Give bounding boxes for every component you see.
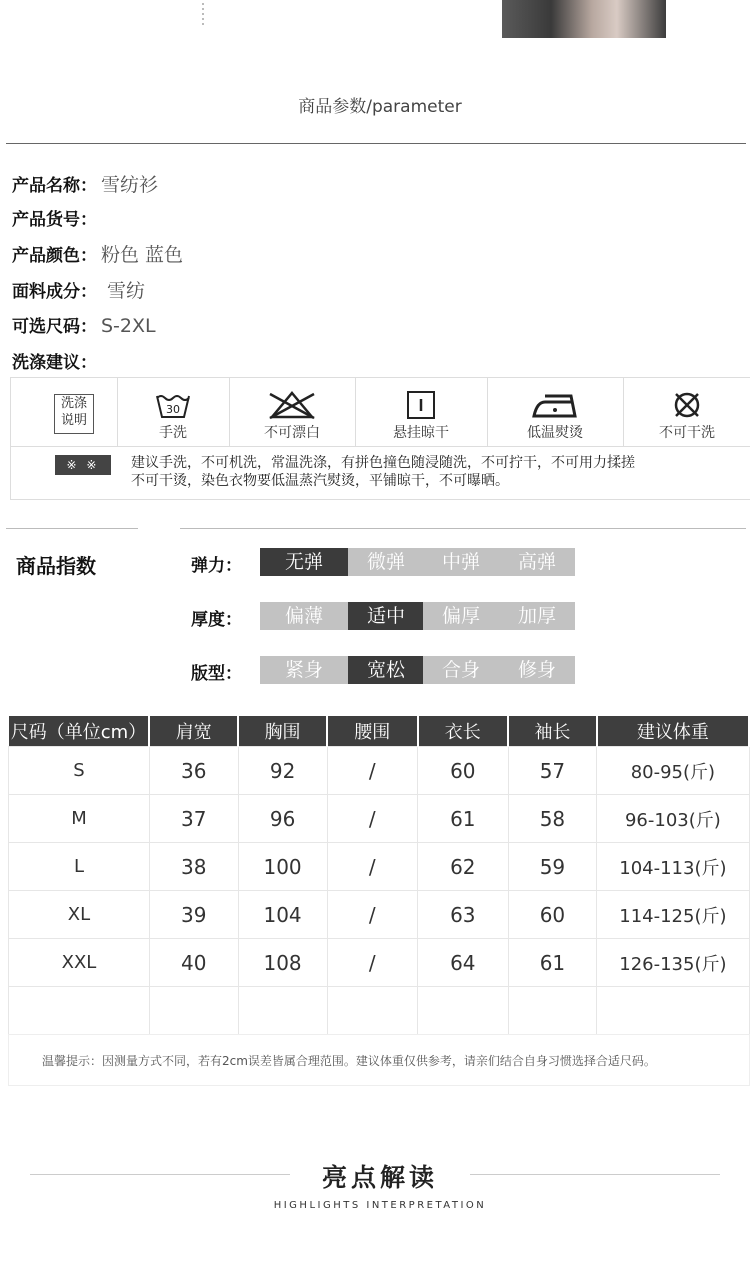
index-option: 合身 [423,656,499,684]
table-cell: 126-135(斤) [597,939,749,987]
index-label: 弹力： [191,556,242,576]
param-label: 洗涤建议： [12,353,97,373]
table-cell: 96 [238,795,327,843]
table-cell: 92 [238,747,327,795]
no-dry-clean-icon [671,390,703,424]
table-cell: / [327,795,417,843]
table-cell [149,987,238,1035]
param-row [12,205,101,230]
size-table-header: 衣长 [418,716,509,747]
param-row [12,276,145,303]
table-cell [327,987,417,1035]
size-table-header: 胸围 [238,716,327,747]
product-photo-fragment [502,0,666,38]
highlights-title: 亮点解读 [321,1163,438,1192]
index-label: 版型： [191,664,242,684]
table-cell: 59 [508,843,597,891]
param-value: 雪纺衫 [101,174,159,196]
table-cell: 60 [508,891,597,939]
table-cell [418,987,509,1035]
index-option: 紧身 [260,656,348,684]
table-cell: / [327,939,417,987]
size-table-header: 袖长 [508,716,597,747]
index-option: 偏厚 [423,602,499,630]
care-box [10,377,750,500]
table-cell: XXL [9,939,150,987]
care-label: 手洗 [159,425,187,441]
care-divider [11,446,750,447]
table-cell: 39 [149,891,238,939]
table-cell: S [9,747,150,795]
divider [6,143,746,144]
care-item [487,378,624,446]
param-label: 可选尺码： [12,317,97,337]
table-row [9,795,750,843]
low-iron-icon [531,390,579,424]
table-row [9,987,750,1035]
table-row [9,939,750,987]
care-label: 不可漂白 [264,425,320,441]
size-table-header: 建议体重 [597,716,749,747]
no-bleach-icon [266,390,318,424]
index-title: 商品指数 [16,554,96,578]
table-cell [508,987,597,1035]
table-cell: 108 [238,939,327,987]
param-value: 雪纺 [101,280,146,302]
table-cell: M [9,795,150,843]
table-cell: 61 [508,939,597,987]
table-cell: 57 [508,747,597,795]
index-option: 偏薄 [260,602,348,630]
table-cell: / [327,843,417,891]
table-cell [597,987,749,1035]
table-cell [238,987,327,1035]
table-cell: 36 [149,747,238,795]
highlights-subtitle: HIGHLIGHTS INTERPRETATION [273,1200,487,1211]
table-cell: L [9,843,150,891]
note-badge: ※ ※ [55,455,111,475]
care-note [131,454,635,490]
hang-dry-icon [406,390,436,424]
table-cell: 100 [238,843,327,891]
param-row [12,240,183,267]
table-cell: 96-103(斤) [597,795,749,843]
care-note-line2: 不可干烫，染色衣物要低温蒸汽熨烫，平铺晾干，不可曝晒。 [131,473,509,489]
care-title: 洗涤说明 [54,394,94,434]
param-row [12,348,101,373]
table-row [9,843,750,891]
table-cell: 63 [418,891,509,939]
table-cell [9,987,150,1035]
index-option: 加厚 [499,602,575,630]
table-cell: 40 [149,939,238,987]
table-cell: 38 [149,843,238,891]
care-title-cell [11,378,118,446]
table-cell: 60 [418,747,509,795]
table-row [9,891,750,939]
hand-wash-30-icon [153,390,193,426]
divider-left [6,528,138,529]
index-label: 厚度： [191,610,242,630]
index-option: 修身 [499,656,575,684]
index-option: 微弹 [348,548,424,576]
table-cell: 64 [418,939,509,987]
param-row [12,312,156,337]
care-label: 低温熨烫 [527,425,583,441]
care-item [355,378,488,446]
section-title: 商品参数/parameter [298,97,462,117]
table-cell: 37 [149,795,238,843]
param-label: 产品货号： [12,210,97,230]
size-table-header: 尺码（单位cm） [9,716,150,747]
table-cell: 104 [238,891,327,939]
index-option: 宽松 [348,656,424,684]
size-tip: 温馨提示：因测量方式不同，若有2cm误差皆属合理范围。建议体重仅供参考，请亲们结合自身习惯选择合适尺码。 [42,1054,656,1068]
svg-text:30: 30 [166,403,180,416]
size-table-header: 肩宽 [149,716,238,747]
param-label: 产品颜色： [12,246,97,266]
care-note-line1: 建议手洗，不可机洗，常温洗涤，有拼色撞色随浸随洗，不可拧干，不可用力揉搓 [131,455,635,471]
index-option: 中弹 [423,548,499,576]
table-cell: 104-113(斤) [597,843,749,891]
care-item [623,378,750,446]
care-item [117,378,230,446]
decor-specks [200,0,208,26]
param-label: 面料成分： [12,282,97,302]
table-cell: 61 [418,795,509,843]
divider-right [180,528,746,529]
care-label: 不可干洗 [659,425,715,441]
table-cell: XL [9,891,150,939]
table-cell: 58 [508,795,597,843]
param-label: 产品名称： [12,176,97,196]
table-cell: / [327,747,417,795]
care-label: 悬挂晾干 [393,425,449,441]
table-cell: 114-125(斤) [597,891,749,939]
table-row [9,747,750,795]
table-cell: / [327,891,417,939]
param-row [12,170,158,197]
table-cell: 80-95(斤) [597,747,749,795]
index-option: 适中 [348,602,424,630]
index-option: 无弹 [260,548,348,576]
size-table-header: 腰围 [327,716,417,747]
param-value: 粉色 蓝色 [101,244,184,266]
care-item [229,378,356,446]
index-option: 高弹 [499,548,575,576]
table-cell: 62 [418,843,509,891]
size-table [8,716,750,1035]
param-value: S-2XL [101,315,156,337]
